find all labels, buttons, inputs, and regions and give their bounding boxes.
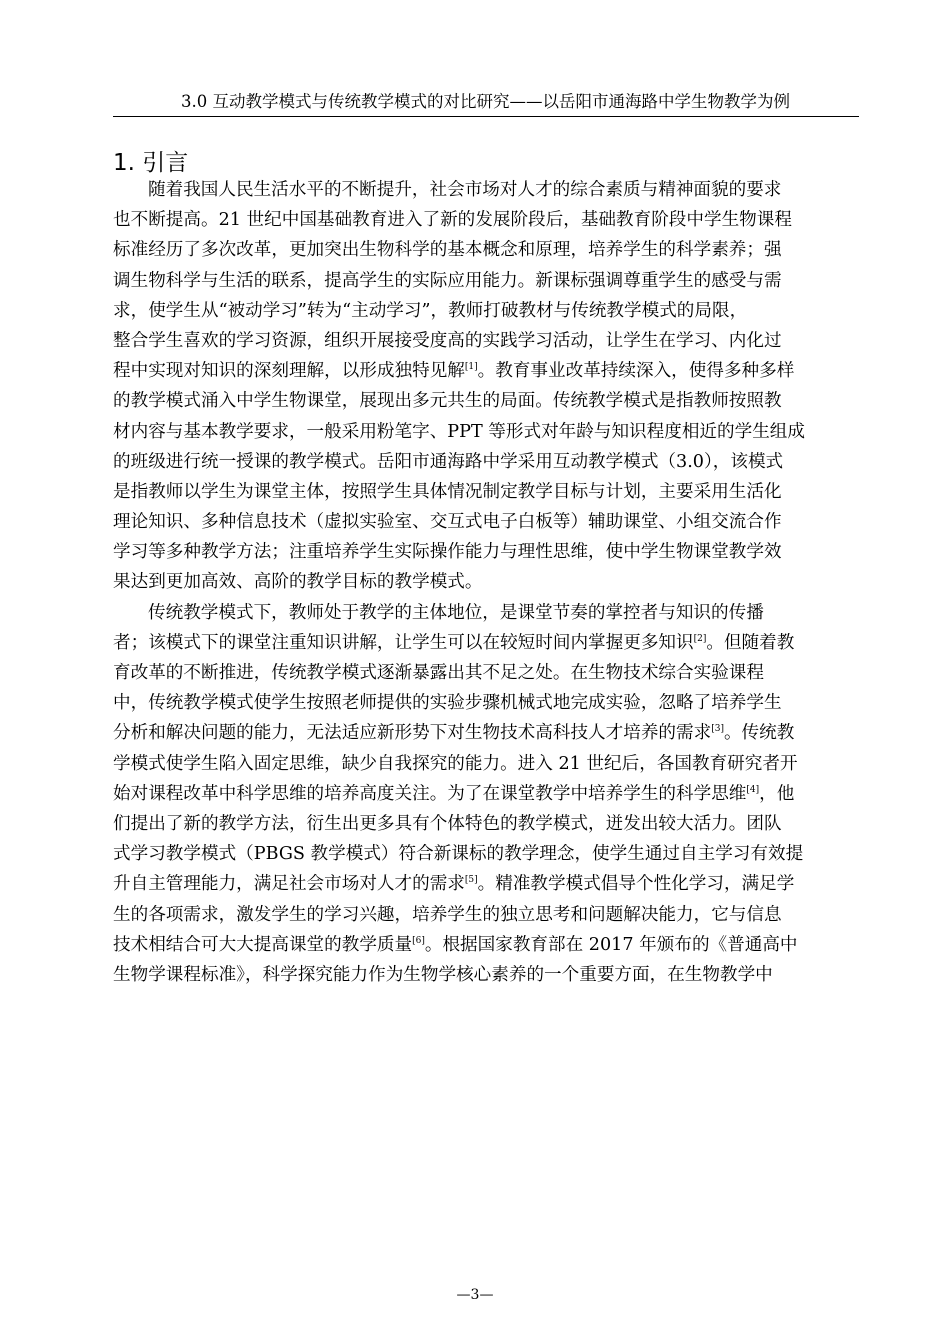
text-line <box>113 628 863 658</box>
text-line-content: 生的各项需求，激发学生的学习兴趣，培养学生的独立思考和问题解决能力，它与信息 <box>113 904 782 925</box>
text-line <box>113 235 863 265</box>
text-line <box>113 658 863 688</box>
text-line-content: 们提出了新的教学方法，衍生出更多具有个体特色的教学模式，迸发出较大活力。团队 <box>113 813 782 834</box>
text-line <box>113 930 863 960</box>
text-line-content: 升自主管理能力，满足社会市场对人才的需求 <box>113 874 465 895</box>
text-line-content: 者；该模式下的课堂注重知识讲解，让学生可以在较短时间内掌握更多知识 <box>113 632 694 653</box>
text-line-content: 也不断提高。21 世纪中国基础教育进入了新的发展阶段后，基础教育阶段中学生物课程 <box>113 210 792 231</box>
text-line-content: 始对课程改革中科学思维的培养高度关注。为了在课堂教学中培养学生的科学思维 <box>113 783 747 804</box>
text-line-content: 技术相结合可大大提高课堂的教学质量 <box>113 934 413 955</box>
text-line <box>113 688 863 718</box>
text-line <box>113 507 863 537</box>
text-line-content: 求，使学生从“被动学习”转为“主动学习”，教师打破教材与传统教学模式的局限， <box>113 300 748 321</box>
text-line <box>113 386 863 416</box>
text-line-content: 是指教师以学生为课堂主体，按照学生具体情况制定教学目标与计划，主要采用生活化 <box>113 481 782 502</box>
text-line-content: 学习等多种教学方法；注重培养学生实际操作能力与理性思维，使中学生物课堂教学效 <box>113 542 782 563</box>
section-title: 1. 引言 <box>113 150 189 176</box>
body-text <box>113 175 863 990</box>
text-line <box>113 960 863 990</box>
text-line-continuation: 。但随着教 <box>706 632 795 653</box>
text-line-content: 的班级进行统一授课的教学模式。岳阳市通海路中学采用互动教学模式（3.0），该模式 <box>113 451 784 472</box>
citation-ref: [6] <box>412 935 425 946</box>
citation-ref: [4] <box>746 784 760 795</box>
text-line <box>113 749 863 779</box>
page-number: —3— <box>456 1287 494 1303</box>
citation-ref: [2] <box>693 633 707 644</box>
text-line <box>113 537 863 567</box>
text-line-content: 育改革的不断推进，传统教学模式逐渐暴露出其不足之处。在生物技术综合实验课程 <box>113 663 764 683</box>
text-line <box>113 296 863 326</box>
text-line-content: 果达到更加高效、高阶的教学目标的教学模式。 <box>113 572 483 593</box>
running-header: 3.0 互动教学模式与传统教学模式的对比研究——以岳阳市通海路中学生物教学为例 <box>181 92 790 111</box>
text-line <box>113 477 863 507</box>
text-line-content: 中，传统教学模式使学生按照老师提供的实验步骤机械式地完成实验，忽略了培养学生 <box>113 693 782 714</box>
text-line <box>113 809 863 839</box>
text-line <box>113 839 863 869</box>
text-line-content: 程中实现对知识的深刻理解，以形成独特见解 <box>113 361 465 382</box>
text-line-content: 分析和解决问题的能力，无法适应新形势下对生物技术高科技人才培养的需求 <box>113 723 712 744</box>
text-line-content: 调生物科学与生活的联系，提高学生的实际应用能力。新课标强调尊重学生的感受与需 <box>113 270 782 291</box>
citation-ref: [1] <box>464 362 478 373</box>
citation-ref: [5] <box>464 875 478 886</box>
text-line <box>113 598 863 628</box>
text-line <box>113 356 863 386</box>
text-line-content: 式学习教学模式（PBGS 教学模式）符合新课标的教学理念，使学生通过自主学习有效提 <box>113 844 804 865</box>
text-line-content: 理论知识、多种信息技术（虚拟实验室、交互式电子白板等）辅助课堂、小组交流合作 <box>113 512 782 533</box>
text-line-content: 传统教学模式下，教师处于教学的主体地位，是课堂节奏的掌控者与知识的传播 <box>148 602 764 623</box>
text-line-continuation: 。传统教 <box>723 723 795 744</box>
text-line-continuation: 。教育事业改革持续深入，使得多种多样 <box>477 361 795 382</box>
text-line <box>113 266 863 296</box>
text-line-continuation: 。根据国家教育部在 2017 年颁布的《普通高中 <box>424 934 798 955</box>
text-line <box>113 869 863 899</box>
text-line <box>113 447 863 477</box>
text-line <box>113 205 863 235</box>
text-line-content: 材内容与基本教学要求，一般采用粉笔字、PPT 等形式对年龄与知识程度相近的学生组成 <box>113 421 805 442</box>
text-line <box>113 417 863 447</box>
text-line-content: 整合学生喜欢的学习资源，组织开展接受度高的实践学习活动，让学生在学习、内化过 <box>113 330 782 351</box>
text-line <box>113 326 863 356</box>
text-line-continuation: ，他 <box>759 783 795 804</box>
text-line <box>113 900 863 930</box>
text-line-content: 的教学模式涌入中学生物课堂，展现出多元共生的局面。传统教学模式是指教师按照教 <box>113 391 782 412</box>
text-line-continuation: 。精准教学模式倡导个性化学习，满足学 <box>477 874 795 895</box>
header-rule <box>113 116 859 117</box>
text-line-content: 学模式使学生陷入固定思维，缺少自我探究的能力。进入 21 世纪后，各国教育研究者开 <box>113 753 798 774</box>
text-line-content: 随着我国人民生活水平的不断提升，社会市场对人才的综合素质与精神面貌的要求 <box>148 180 782 200</box>
citation-ref: [3] <box>711 724 724 735</box>
text-line <box>113 567 863 597</box>
text-line <box>113 718 863 748</box>
text-line <box>113 779 863 809</box>
text-line-content: 标准经历了多次改革，更加突出生物科学的基本概念和原理，培养学生的科学素养；强 <box>113 240 782 261</box>
text-line <box>113 175 863 205</box>
text-line-content: 生物学课程标准》，科学探究能力作为生物学核心素养的一个重要方面，在生物教学中 <box>113 964 773 985</box>
